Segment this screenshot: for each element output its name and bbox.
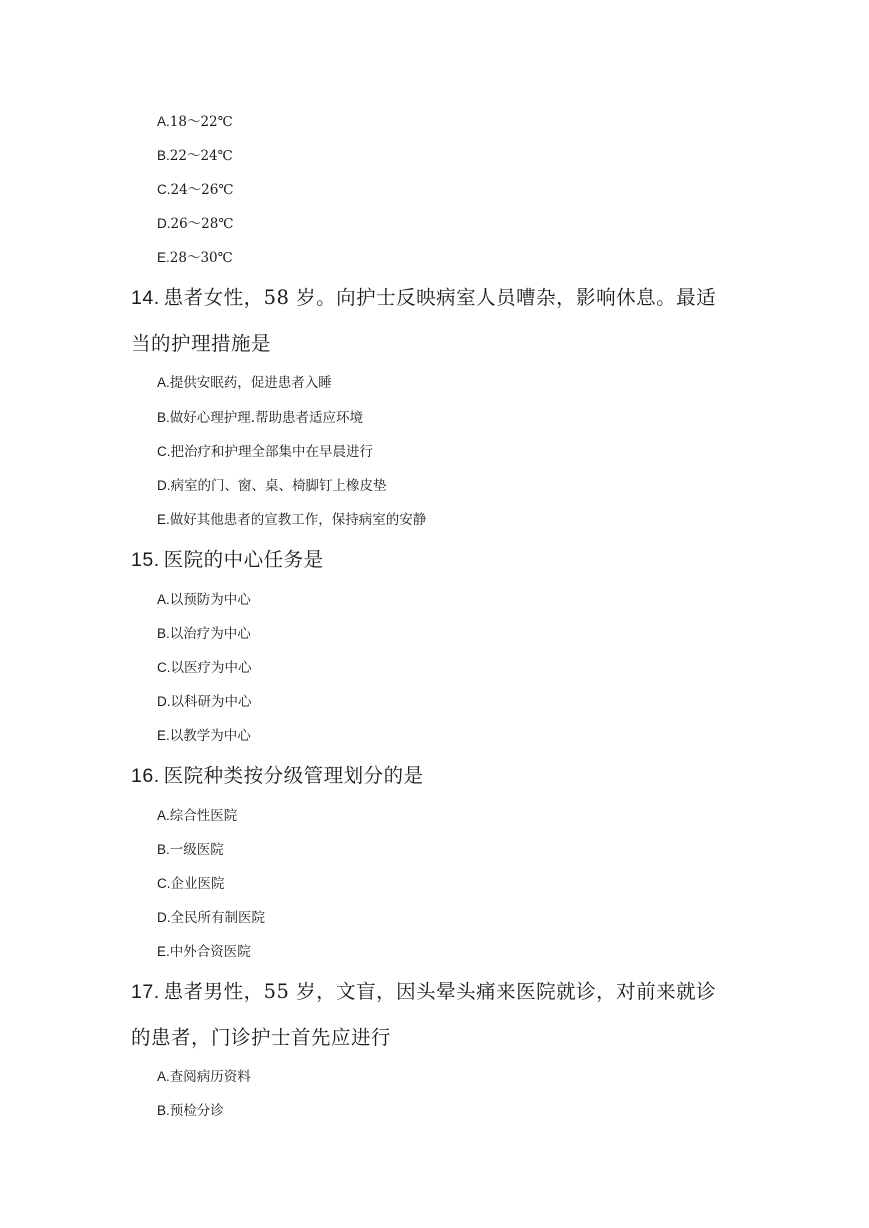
- q17-question-line2: [131, 1023, 391, 1053]
- option-text: 病室的门、窗、桌、椅脚钉上橡皮垫: [170, 478, 387, 494]
- option-text: 18～22℃: [169, 114, 233, 130]
- option-text: 以治疗为中心: [169, 626, 251, 642]
- option-letter: D.: [157, 694, 171, 709]
- q15-question-line1: [131, 545, 324, 575]
- option-letter: D.: [157, 910, 171, 925]
- q16-option-c: [157, 874, 225, 894]
- q13-option-e: [157, 248, 233, 268]
- option-letter: E.: [157, 728, 170, 743]
- question-text: 患者女性，58 岁。向护士反映病室人员嘈杂，影响休息。最适: [163, 286, 717, 309]
- option-text: 以教学为中心: [169, 728, 251, 744]
- option-text: 全民所有制医院: [170, 910, 265, 926]
- q15-option-d: [157, 692, 252, 712]
- q14-option-a: [157, 373, 332, 393]
- q16-option-b: [157, 840, 224, 860]
- q13-option-c: [157, 180, 233, 200]
- q15-option-e: [157, 726, 251, 746]
- option-letter: B.: [157, 842, 170, 857]
- q15-option-c: [157, 658, 252, 678]
- question-text: 患者男性，55 岁，文盲，因头晕头痛来医院就诊，对前来就诊: [163, 980, 717, 1003]
- option-letter: A.: [157, 592, 170, 607]
- option-letter: D.: [157, 216, 171, 231]
- question-number: 17.: [131, 981, 160, 1003]
- q16-question-line1: [131, 761, 424, 791]
- option-letter: A.: [157, 114, 170, 129]
- option-text: 以科研为中心: [170, 694, 252, 710]
- question-number: 15.: [131, 549, 160, 571]
- option-letter: A.: [157, 1069, 170, 1084]
- q13-option-d: [157, 214, 233, 234]
- q16-option-d: [157, 908, 265, 928]
- q14-question-line2: [131, 329, 271, 359]
- q16-option-a: [157, 806, 237, 826]
- option-text: 中外合资医院: [169, 944, 251, 960]
- option-letter: D.: [157, 478, 171, 493]
- option-letter: B.: [157, 410, 170, 425]
- option-text: 企业医院: [170, 876, 225, 892]
- question-text: 医院种类按分级管理划分的是: [163, 764, 424, 787]
- q15-option-a: [157, 590, 251, 610]
- option-letter: C.: [157, 876, 171, 891]
- option-text: 做好其他患者的宣教工作，保持病室的安静: [169, 512, 427, 528]
- option-text: 以预防为中心: [169, 592, 251, 608]
- option-letter: E.: [157, 512, 170, 527]
- question-text: 当的护理措施是: [131, 332, 272, 355]
- option-letter: B.: [157, 148, 170, 163]
- option-letter: E.: [157, 250, 170, 265]
- option-text: 查阅病历资料: [169, 1069, 251, 1085]
- option-letter: C.: [157, 444, 171, 459]
- q14-option-e: [157, 510, 426, 530]
- q15-option-b: [157, 624, 251, 644]
- question-number: 16.: [131, 765, 160, 787]
- q16-option-e: [157, 942, 251, 962]
- option-text: 一级医院: [169, 842, 224, 858]
- option-letter: B.: [157, 1103, 170, 1118]
- q14-option-b: [157, 408, 363, 428]
- option-text: 28～30℃: [169, 250, 233, 266]
- question-text: 的患者，门诊护士首先应进行: [131, 1026, 392, 1049]
- q17-option-a: [157, 1067, 251, 1087]
- option-letter: A.: [157, 808, 170, 823]
- q14-option-d: [157, 476, 387, 496]
- q13-option-b: [157, 146, 233, 166]
- option-text: 24～26℃: [170, 182, 234, 198]
- option-letter: B.: [157, 626, 170, 641]
- option-letter: A.: [157, 375, 170, 390]
- option-text: 把治疗和护理全部集中在早晨进行: [170, 444, 373, 460]
- option-letter: E.: [157, 944, 170, 959]
- q13-option-a: [157, 112, 233, 132]
- option-letter: C.: [157, 660, 171, 675]
- option-text: 提供安眠药，促进患者入睡: [169, 375, 332, 391]
- option-text: 22～24℃: [169, 148, 233, 164]
- q17-question-line1: [131, 977, 716, 1007]
- option-text: 综合性医院: [169, 808, 238, 824]
- q14-question-line1: [131, 283, 716, 313]
- option-text: 以医疗为中心: [170, 660, 252, 676]
- option-text: 做好心理护理.帮助患者适应环境: [169, 410, 364, 426]
- option-text: 预检分诊: [169, 1103, 224, 1119]
- q14-option-c: [157, 442, 373, 462]
- option-letter: C.: [157, 182, 171, 197]
- q17-option-b: [157, 1101, 224, 1121]
- question-text: 医院的中心任务是: [163, 548, 324, 571]
- question-number: 14.: [131, 287, 160, 309]
- option-text: 26～28℃: [170, 216, 234, 232]
